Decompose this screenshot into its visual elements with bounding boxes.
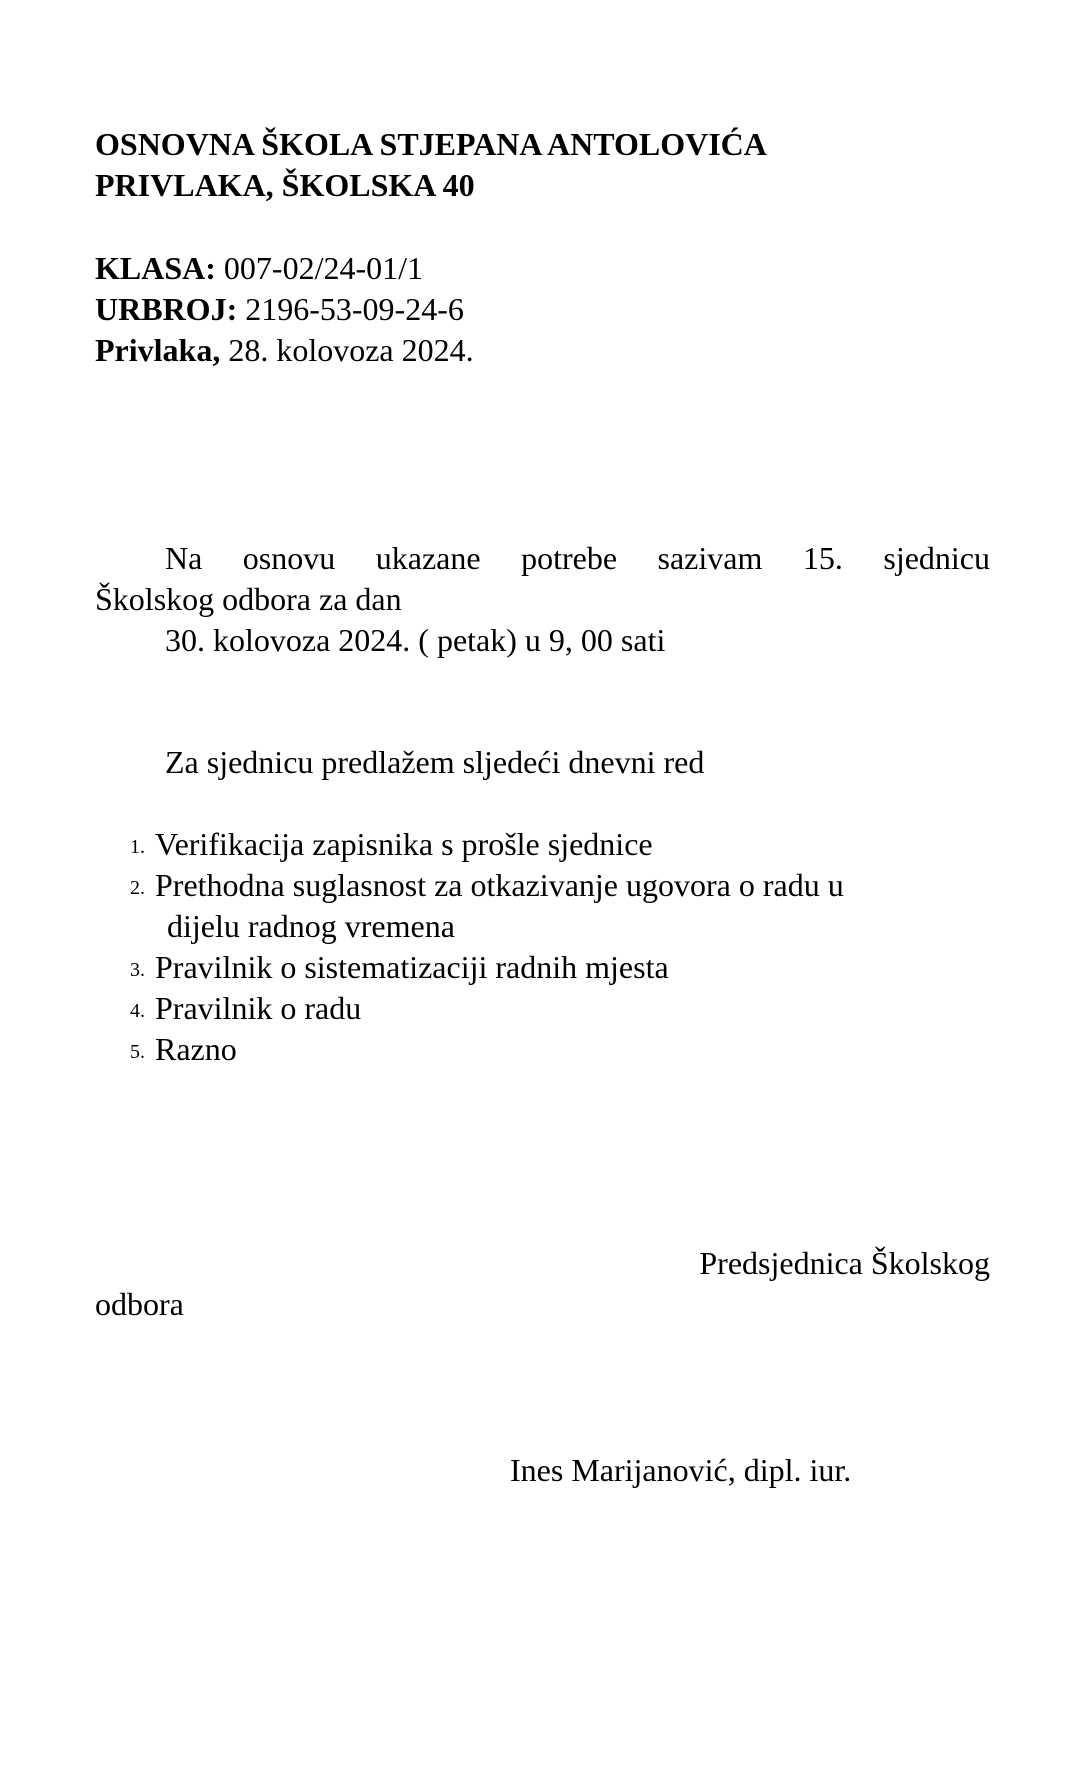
- date-line: [95, 330, 990, 371]
- school-address: PRIVLAKA, ŠKOLSKA 40: [95, 167, 475, 203]
- urbroj-label: URBROJ:: [95, 291, 238, 327]
- place-label: Privlaka,: [95, 332, 221, 368]
- agenda-text: Pravilnik o radu: [155, 990, 362, 1026]
- agenda-list: [125, 824, 995, 1070]
- intro-line-2: Školskog odbora za dan: [95, 581, 402, 617]
- document-meta: [95, 248, 990, 371]
- klasa-label: KLASA:: [95, 250, 216, 286]
- letterhead: [95, 124, 990, 206]
- agenda-item: [125, 988, 995, 1029]
- agenda-item: [125, 947, 995, 988]
- agenda-number: 4.: [130, 1000, 145, 1022]
- school-name: OSNOVNA ŠKOLA STJEPANA ANTOLOVIĆA: [95, 126, 767, 162]
- agenda-item: [125, 865, 995, 947]
- urbroj-line: [95, 289, 990, 330]
- signatory-title-line-2: odbora: [95, 1286, 184, 1322]
- signatory-name: Ines Marijanović, dipl. iur.: [510, 1452, 852, 1488]
- agenda-lead: Za sjednicu predlažem sljedeći dnevni red: [165, 744, 705, 780]
- agenda-text: Pravilnik o sistematizaciji radnih mjesta: [155, 949, 669, 985]
- agenda-number: 1.: [130, 836, 145, 858]
- agenda-number: 5.: [130, 1041, 145, 1063]
- agenda-text: Prethodna suglasnost za otkazivanje ugovora o radu u: [155, 867, 844, 903]
- agenda-number: 2.: [130, 877, 145, 899]
- klasa-value: 007-02/24-01/1: [215, 250, 423, 286]
- meeting-datetime: 30. kolovoza 2024. ( petak) u 9, 00 sati: [165, 622, 666, 658]
- urbroj-value: 2196-53-09-24-6: [237, 291, 464, 327]
- intro-line-1: Na osnovu ukazane potrebe sazivam 15. sjednicu: [165, 540, 990, 576]
- agenda-item: [125, 824, 995, 865]
- agenda-text: Verifikacija zapisnika s prošle sjednice: [155, 826, 653, 862]
- date-value: 28. kolovoza 2024.: [220, 332, 474, 368]
- agenda-item: [125, 1029, 995, 1070]
- agenda-text: Razno: [155, 1031, 237, 1067]
- klasa-line: [95, 248, 990, 289]
- agenda-number: 3.: [130, 959, 145, 981]
- agenda-text-continued: dijelu radnog vremena: [167, 908, 455, 944]
- signatory-title-line-1: Predsjednica Školskog: [699, 1245, 990, 1281]
